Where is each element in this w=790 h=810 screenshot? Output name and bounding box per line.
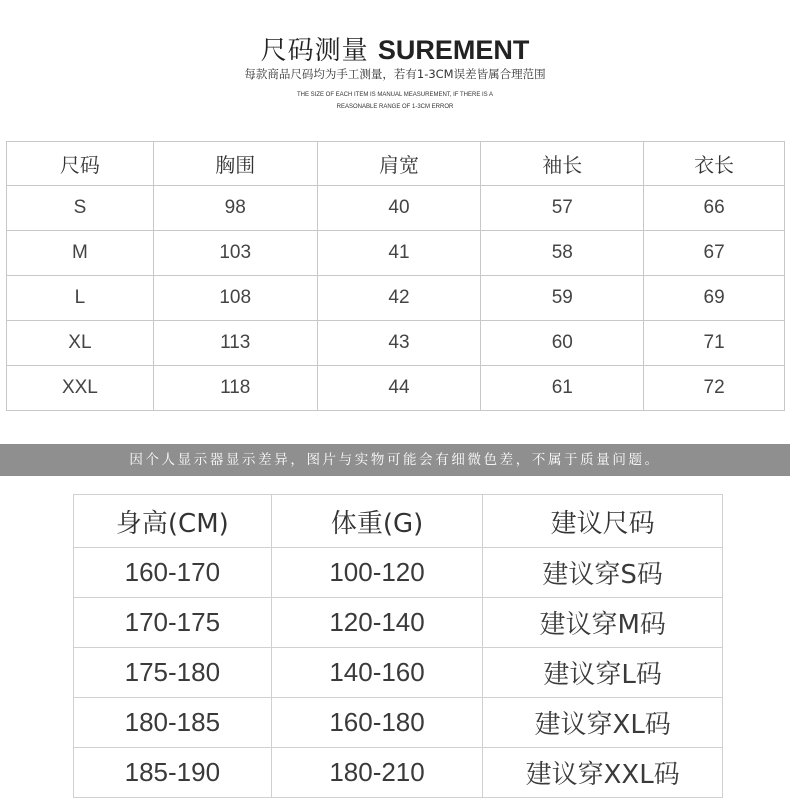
table-row	[74, 648, 723, 698]
table-row	[74, 698, 723, 748]
recommendation-header: 身高(CM)	[74, 495, 272, 548]
recommendation-table	[73, 494, 723, 798]
size-table	[6, 141, 785, 411]
table-row	[74, 598, 723, 648]
en-note-line1: THE SIZE OF EACH ITEM IS MANUAL MEASUREMENT, IF THERE IS A	[296, 92, 494, 98]
page-title	[0, 30, 790, 67]
table-row	[7, 186, 785, 231]
table-cell: S	[7, 186, 154, 231]
table-row	[7, 276, 785, 321]
table-cell: 58	[481, 231, 644, 276]
table-row	[7, 321, 785, 366]
table-cell: 60	[481, 321, 644, 366]
table-cell: 67	[644, 231, 785, 276]
subtitle: 每款商品尺码均为手工测量，若有1-3CM误差皆属合理范围	[244, 67, 546, 81]
table-cell: 98	[153, 186, 317, 231]
table-cell: 40	[317, 186, 481, 231]
size-table-header: 袖长	[481, 142, 644, 186]
table-cell: XXL	[7, 366, 154, 411]
table-cell: 69	[644, 276, 785, 321]
table-row	[74, 548, 723, 598]
header	[0, 0, 790, 135]
table-cell: 44	[317, 366, 481, 411]
table-cell: XL	[7, 321, 154, 366]
table-row	[7, 231, 785, 276]
table-cell: 180-210	[271, 748, 483, 798]
table-cell: 建议穿XL码	[483, 698, 723, 748]
table-cell: 113	[153, 321, 317, 366]
table-row	[74, 748, 723, 798]
size-table-header: 肩宽	[317, 142, 481, 186]
table-cell: 180-185	[74, 698, 272, 748]
table-cell: 170-175	[74, 598, 272, 648]
recommendation-header: 建议尺码	[483, 495, 723, 548]
title-cn: 尺码测量	[260, 36, 369, 66]
table-cell: M	[7, 231, 154, 276]
table-cell: L	[7, 276, 154, 321]
size-table-header-row	[7, 142, 785, 186]
en-note-line2: REASONABLE RANGE OF 1-3CM ERROR	[336, 104, 454, 110]
table-cell: 160-170	[74, 548, 272, 598]
table-cell: 71	[644, 321, 785, 366]
recommendation-header: 体重(G)	[271, 495, 483, 548]
table-cell: 42	[317, 276, 481, 321]
title-en: SUREMENT	[377, 35, 530, 65]
table-cell: 57	[481, 186, 644, 231]
table-cell: 建议穿M码	[483, 598, 723, 648]
size-table-header: 胸围	[153, 142, 317, 186]
color-notice-bar: 因个人显示器显示差异，图片与实物可能会有细微色差，不属于质量问题。	[0, 444, 790, 476]
table-cell: 175-180	[74, 648, 272, 698]
table-cell: 118	[153, 366, 317, 411]
table-cell: 140-160	[271, 648, 483, 698]
table-cell: 120-140	[271, 598, 483, 648]
table-cell: 建议穿XXL码	[483, 748, 723, 798]
table-cell: 59	[481, 276, 644, 321]
table-cell: 43	[317, 321, 481, 366]
table-cell: 160-180	[271, 698, 483, 748]
size-table-header: 衣长	[644, 142, 785, 186]
table-cell: 建议穿L码	[483, 648, 723, 698]
table-cell: 185-190	[74, 748, 272, 798]
recommendation-header-row	[74, 495, 723, 548]
table-cell: 41	[317, 231, 481, 276]
table-cell: 100-120	[271, 548, 483, 598]
table-cell: 61	[481, 366, 644, 411]
table-cell: 72	[644, 366, 785, 411]
table-cell: 建议穿S码	[483, 548, 723, 598]
table-cell: 66	[644, 186, 785, 231]
table-row	[7, 366, 785, 411]
table-cell: 103	[153, 231, 317, 276]
size-table-header: 尺码	[7, 142, 154, 186]
table-cell: 108	[153, 276, 317, 321]
